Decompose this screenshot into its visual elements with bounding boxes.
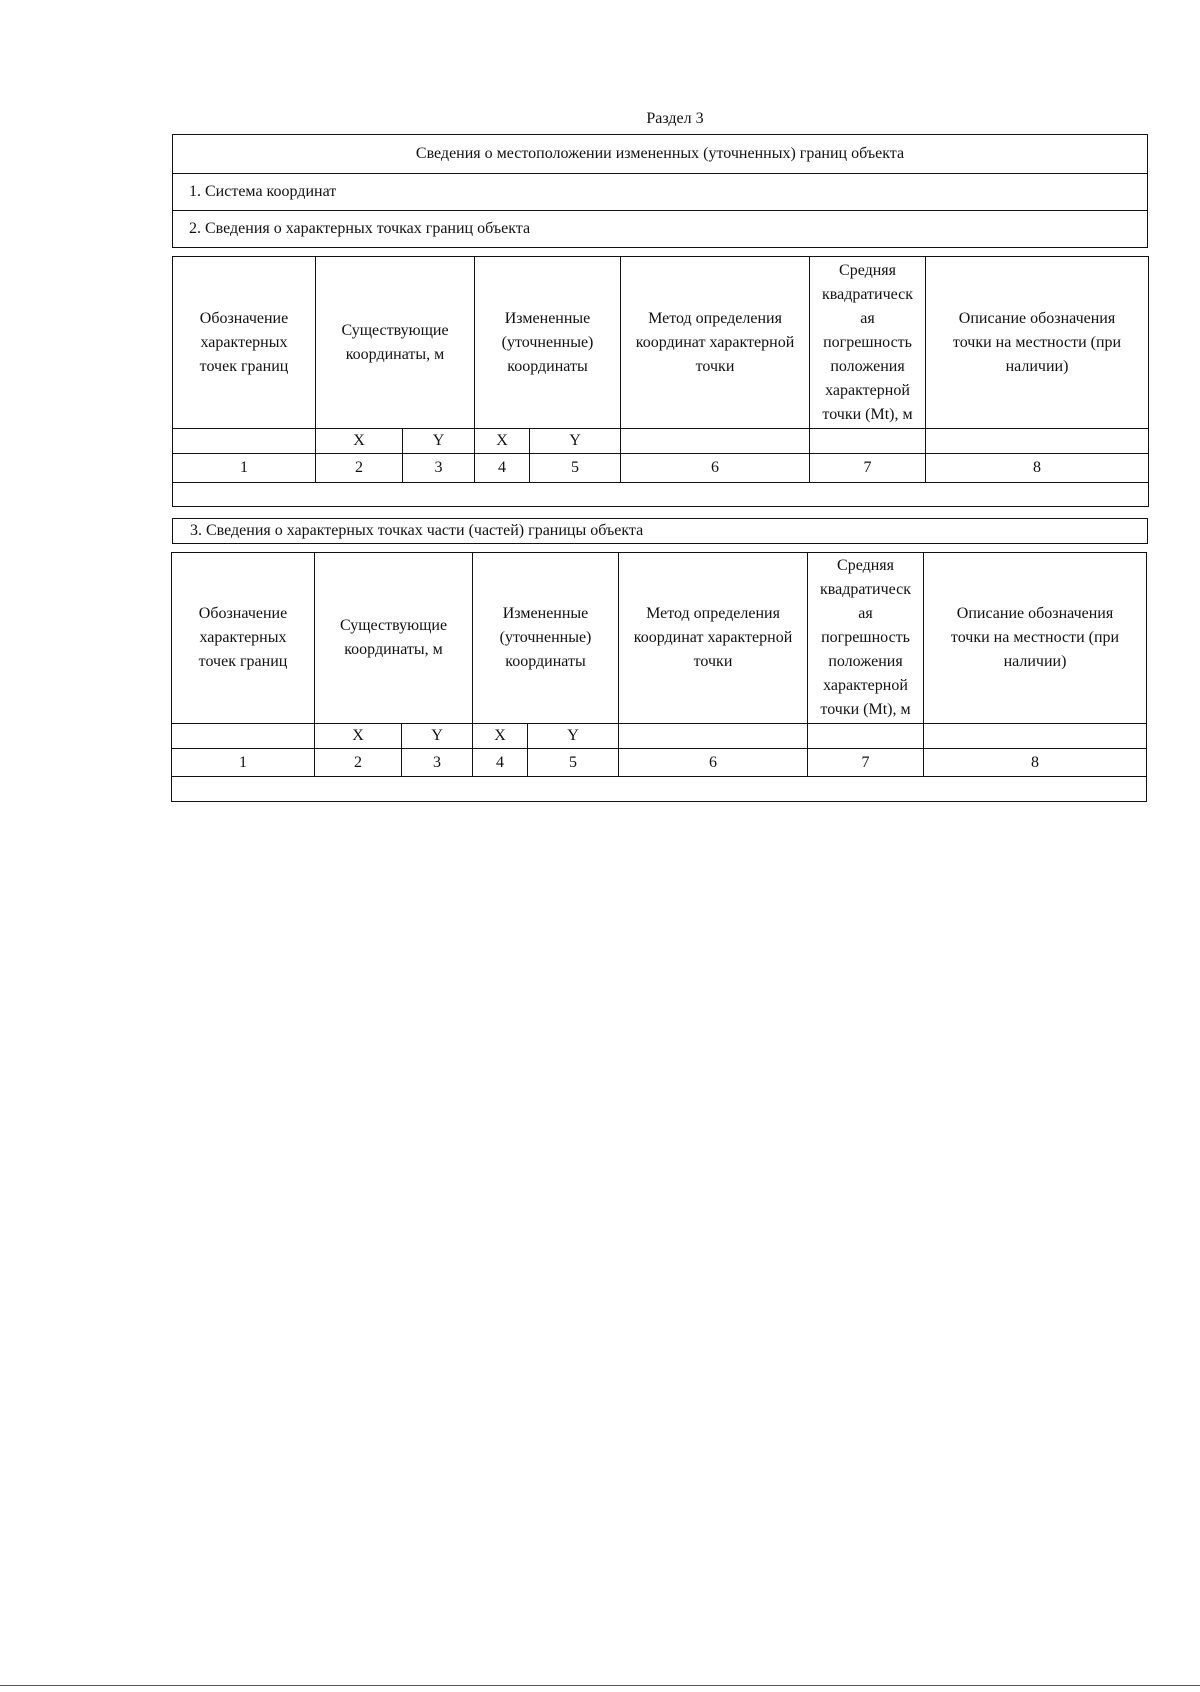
subheader-empty [619,724,808,749]
header-changed-coords: Измененные (уточненные) координаты [473,553,619,724]
subheader-x: X [316,429,403,454]
column-number: 1 [173,454,316,483]
subheader-empty [172,724,315,749]
subheader-empty [808,724,924,749]
column-number: 2 [316,454,403,483]
column-number: 3 [402,749,473,777]
column-number: 6 [619,749,808,777]
header-method: Метод определения координат характерной точки [621,257,810,429]
column-number: 4 [475,454,530,483]
header-description: Описание обозначения точки на местности (при наличии) [924,553,1147,724]
boundary-points-heading: 2. Сведения о характерных точках границ объекта [189,220,531,237]
subheader-empty [173,429,316,454]
header-designation: Обозначение характерных точек границ [173,257,316,429]
header-existing-coords: Существующие координаты, м [315,553,473,724]
coordinate-system-row: 1. Система координат [173,174,1147,211]
empty-data-row [173,483,1149,507]
header-existing-coords: Существующие координаты, м [316,257,475,429]
boundary-points-table [172,256,1149,507]
subheader-empty [926,429,1149,454]
part-points-table [171,552,1147,802]
column-number: 8 [924,749,1147,777]
subheader-x: X [475,429,530,454]
page-bottom-rule [0,1685,1200,1686]
boundaries-title: Сведения о местоположении измененных (уточненных) границ объекта [173,135,1147,174]
subheader-empty [621,429,810,454]
header-changed-coords: Измененные (уточненные) координаты [475,257,621,429]
subheader-empty [810,429,926,454]
header-designation: Обозначение характерных точек границ [172,553,315,724]
column-number: 7 [810,454,926,483]
header-error: Средняя квадратическ ая погрешность положения характерной точки (Mt), м [810,257,926,429]
parts-info-box [172,518,1148,544]
subheader-x: X [473,724,528,749]
column-number: 7 [808,749,924,777]
column-number: 6 [621,454,810,483]
section-label: Раздел 3 [646,110,704,127]
subheader-y: Y [530,429,621,454]
column-number: 8 [926,454,1149,483]
subheader-y: Y [528,724,619,749]
column-number: 4 [473,749,528,777]
column-number: 5 [528,749,619,777]
subheader-empty [924,724,1147,749]
column-number: 2 [315,749,402,777]
column-number: 3 [403,454,475,483]
column-number: 1 [172,749,315,777]
subheader-y: Y [403,429,475,454]
parts-points-heading: 3. Сведения о характерных точках части (частей) границы объекта [190,521,644,539]
header-error: Средняя квадратическ ая погрешность положения характерной точки (Mt), м [808,553,924,724]
header-description: Описание обозначения точки на местности (при наличии) [926,257,1149,429]
subheader-x: X [315,724,402,749]
boundaries-info-box [172,134,1148,248]
empty-data-row [172,777,1147,802]
column-number: 5 [530,454,621,483]
header-method: Метод определения координат характерной точки [619,553,808,724]
subheader-y: Y [402,724,473,749]
